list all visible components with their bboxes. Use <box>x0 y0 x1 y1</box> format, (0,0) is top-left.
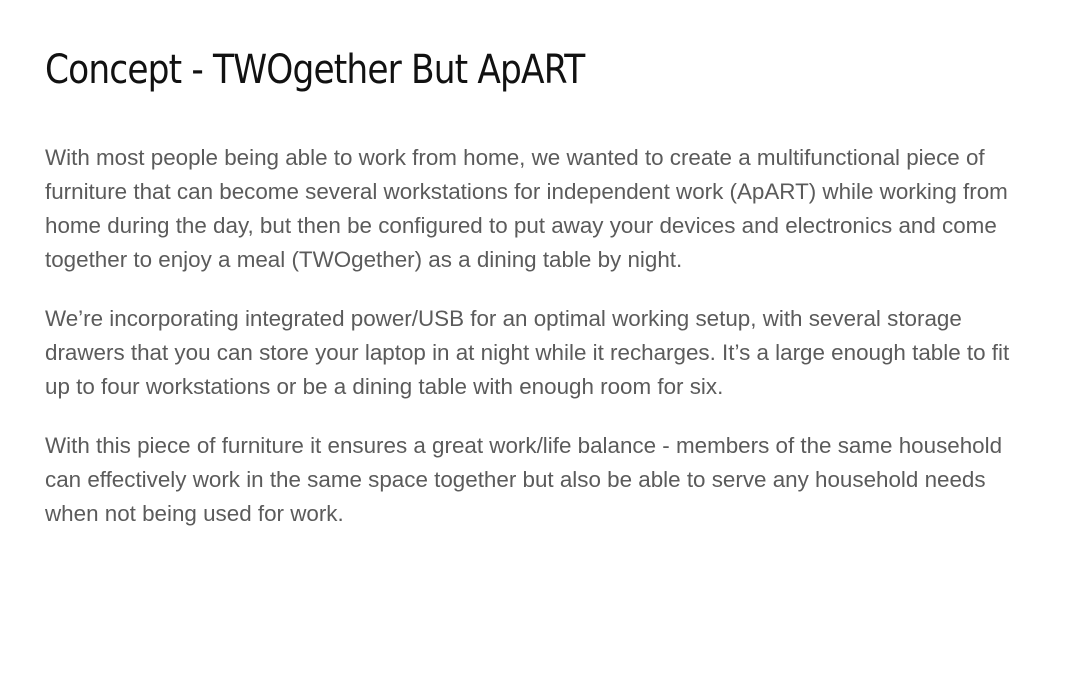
paragraph-balance: With this piece of furniture it ensures a great work/life balance - members of the same household can effectively work in the same space together but also be able to serve any household needs when not being used for work. <box>45 433 1003 526</box>
article <box>45 44 1030 556</box>
page-title: Concept - TWOgether But ApART <box>45 47 585 93</box>
paragraph-intro: With most people being able to work from home, we wanted to create a multifunctional piece of furniture that can become several workstations for independent work (ApART) while working from home during the day, but then be configured to put away your devices and electronics and come together to enjoy a meal (TWOgether) as a dining table by night. <box>45 145 1008 272</box>
article-body <box>45 141 1030 531</box>
paragraph-features: We’re incorporating integrated power/USB for an optimal working setup, with several storage drawers that you can store your laptop in at night while it recharges. It’s a large enough table to fit up to four workstations or be a dining table with enough room for six. <box>45 306 1010 399</box>
